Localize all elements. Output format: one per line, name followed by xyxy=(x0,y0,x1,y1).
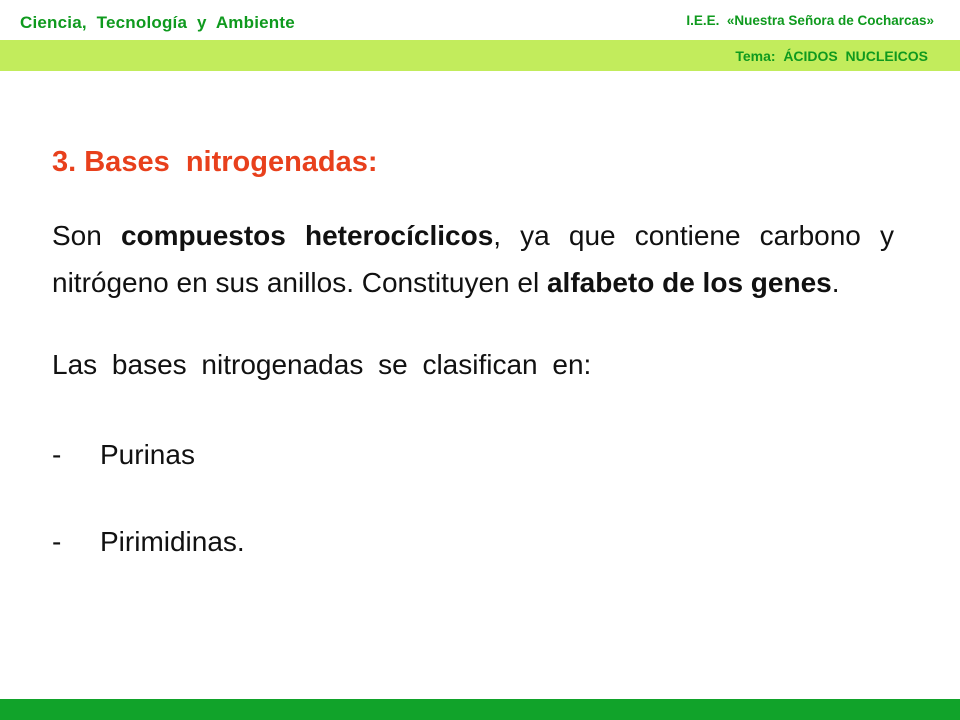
list-item-label: Purinas xyxy=(100,439,195,470)
list-bullet: - xyxy=(52,439,62,470)
definition-bold-1: compuestos heterocíclicos xyxy=(120,220,494,251)
definition-bold-2: alfabeto de los genes xyxy=(546,267,832,298)
slide-content xyxy=(52,140,894,562)
definition-text-2: , ya que contiene carbono y nitrógeno en sus anillos. Constituyen el xyxy=(52,220,894,298)
school-name: I.E.E. «Nuestra Señora de Cocharcas» xyxy=(686,13,934,28)
footer-bar xyxy=(0,699,960,720)
definition-paragraph xyxy=(52,212,894,306)
list-item-pirimidinas xyxy=(52,522,894,562)
base-type-list xyxy=(52,435,894,562)
section-heading: 3. Bases nitrogenadas: xyxy=(52,146,378,178)
topic-label: Tema: ÁCIDOS NUCLEICOS xyxy=(735,48,928,64)
definition-text-1: Son xyxy=(52,220,121,251)
list-item-label: Pirimidinas. xyxy=(100,526,245,557)
list-bullet: - xyxy=(52,526,62,557)
list-item-purinas xyxy=(52,435,894,475)
topic-bar xyxy=(0,40,960,71)
definition-text-3: . xyxy=(831,267,840,298)
classification-intro: Las bases nitrogenadas se clasifican en: xyxy=(52,349,592,380)
subject-title: Ciencia, Tecnología y Ambiente xyxy=(20,13,295,32)
header-band xyxy=(0,0,960,40)
